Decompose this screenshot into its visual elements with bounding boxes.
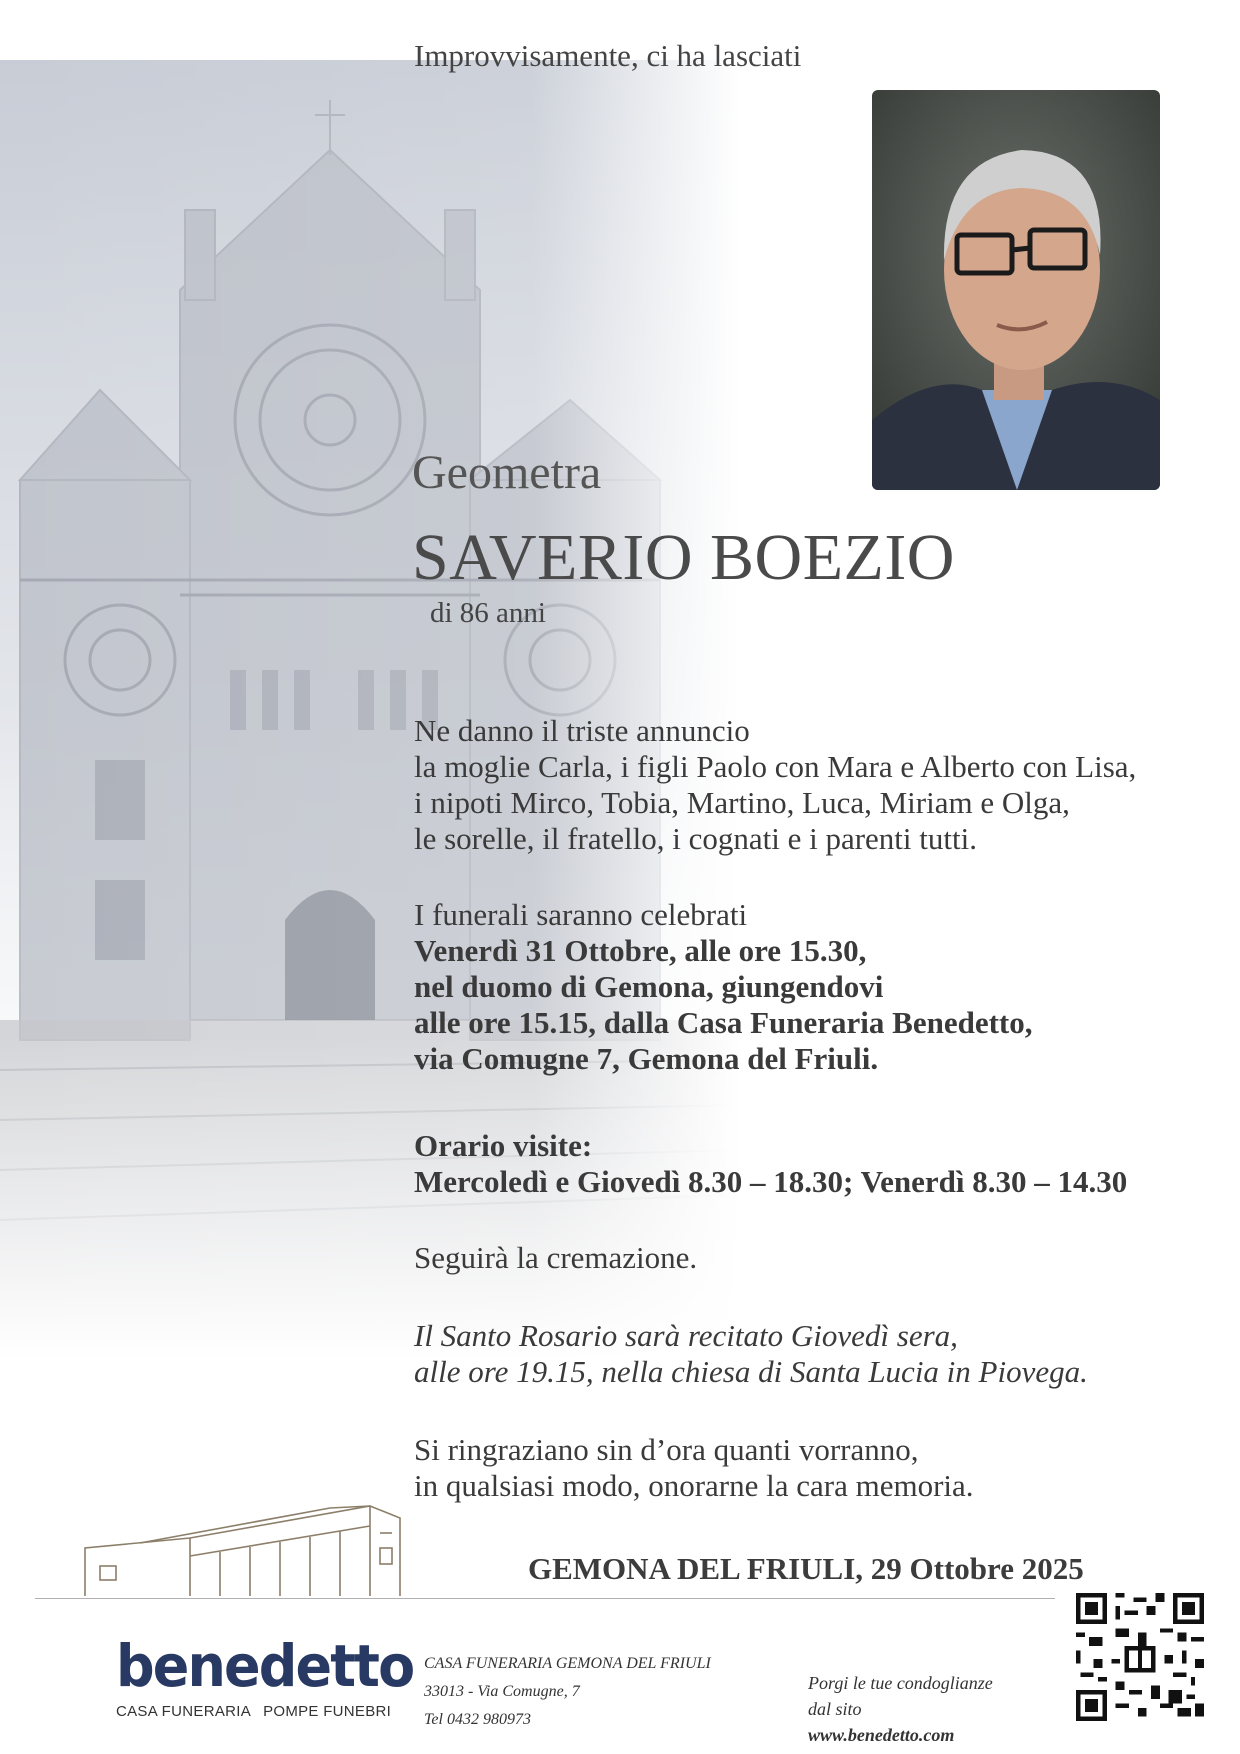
deceased-age: di 86 anni [430,597,546,629]
funeral-intro: I funerali saranno celebrati [414,897,748,932]
portrait-photo [872,90,1160,490]
condolences-line: Porgi le tue condoglianze [808,1673,993,1693]
announcement-line: i nipoti Mirco, Tobia, Martino, Luca, Miriam e Olga, [414,785,1070,820]
funeral-line: via Comugne 7, Gemona del Friuli. [414,1041,879,1076]
logo-subtitle-2: POMPE FUNEBRI [263,1703,392,1720]
rosary-block [414,1318,1088,1390]
funeral-home-building-icon [80,1478,410,1600]
visits-hours: Mercoledì e Giovedì 8.30 – 18.30; Venerdì 8.30 – 14.30 [414,1164,1128,1199]
logo-subtitle [116,1703,391,1720]
visits-label: Orario visite: [414,1128,593,1163]
rosary-line: Il Santo Rosario sarà recitato Giovedì sera, [414,1318,958,1353]
condolences-site-line [808,1696,993,1748]
announcement-line: le sorelle, il fratello, i cognati e i parenti tutti. [414,821,977,856]
visits-block [414,1128,1127,1200]
announcement-line: la moglie Carla, i figli Paolo con Mara e Alberto con Lisa, [414,749,1137,784]
intro-text: Improvvisamente, ci ha lasciati [414,38,802,73]
website-link[interactable]: www.benedetto.com [808,1725,955,1745]
qr-code-icon[interactable] [1076,1593,1204,1721]
announcement-line: Ne danno il triste annuncio [414,713,750,748]
address-line: Tel 0432 980973 [424,1711,531,1728]
address-block [424,1650,711,1734]
divider [35,1598,1055,1599]
address-line: CASA FUNERARIA GEMONA DEL FRIULI [424,1655,711,1672]
rosary-line: alle ore 19.15, nella chiesa di Santa Lucia in Piovega. [414,1354,1088,1389]
funeral-line: Venerdì 31 Ottobre, alle ore 15.30, [414,933,867,968]
thanks-block [414,1432,974,1504]
address-line: 33013 - Via Comugne, 7 [424,1683,580,1700]
thanks-line: Si ringraziano sin d’ora quanti vorranno, [414,1432,919,1467]
deceased-name: SAVERIO BOEZIO [412,521,955,594]
condolences-block [808,1670,993,1748]
funeral-block [414,897,1033,1077]
benedetto-logo: benedetto [116,1632,414,1700]
cremation-block [414,1240,697,1276]
funeral-line: alle ore 15.15, dalla Casa Funeraria Benedetto, [414,1005,1033,1040]
place-and-date: GEMONA DEL FRIULI, 29 Ottobre 2025 [528,1551,1084,1586]
funeral-line: nel duomo di Gemona, giungendovi [414,969,884,1004]
thanks-line: in qualsiasi modo, onorarne la cara memoria. [414,1468,974,1503]
condolences-prefix: dal sito [808,1699,862,1719]
deceased-title: Geometra [412,446,602,499]
logo-subtitle-1: CASA FUNERARIA [116,1703,252,1720]
announcement-block [414,713,1136,857]
cremation-text: Seguirà la cremazione. [414,1240,698,1275]
